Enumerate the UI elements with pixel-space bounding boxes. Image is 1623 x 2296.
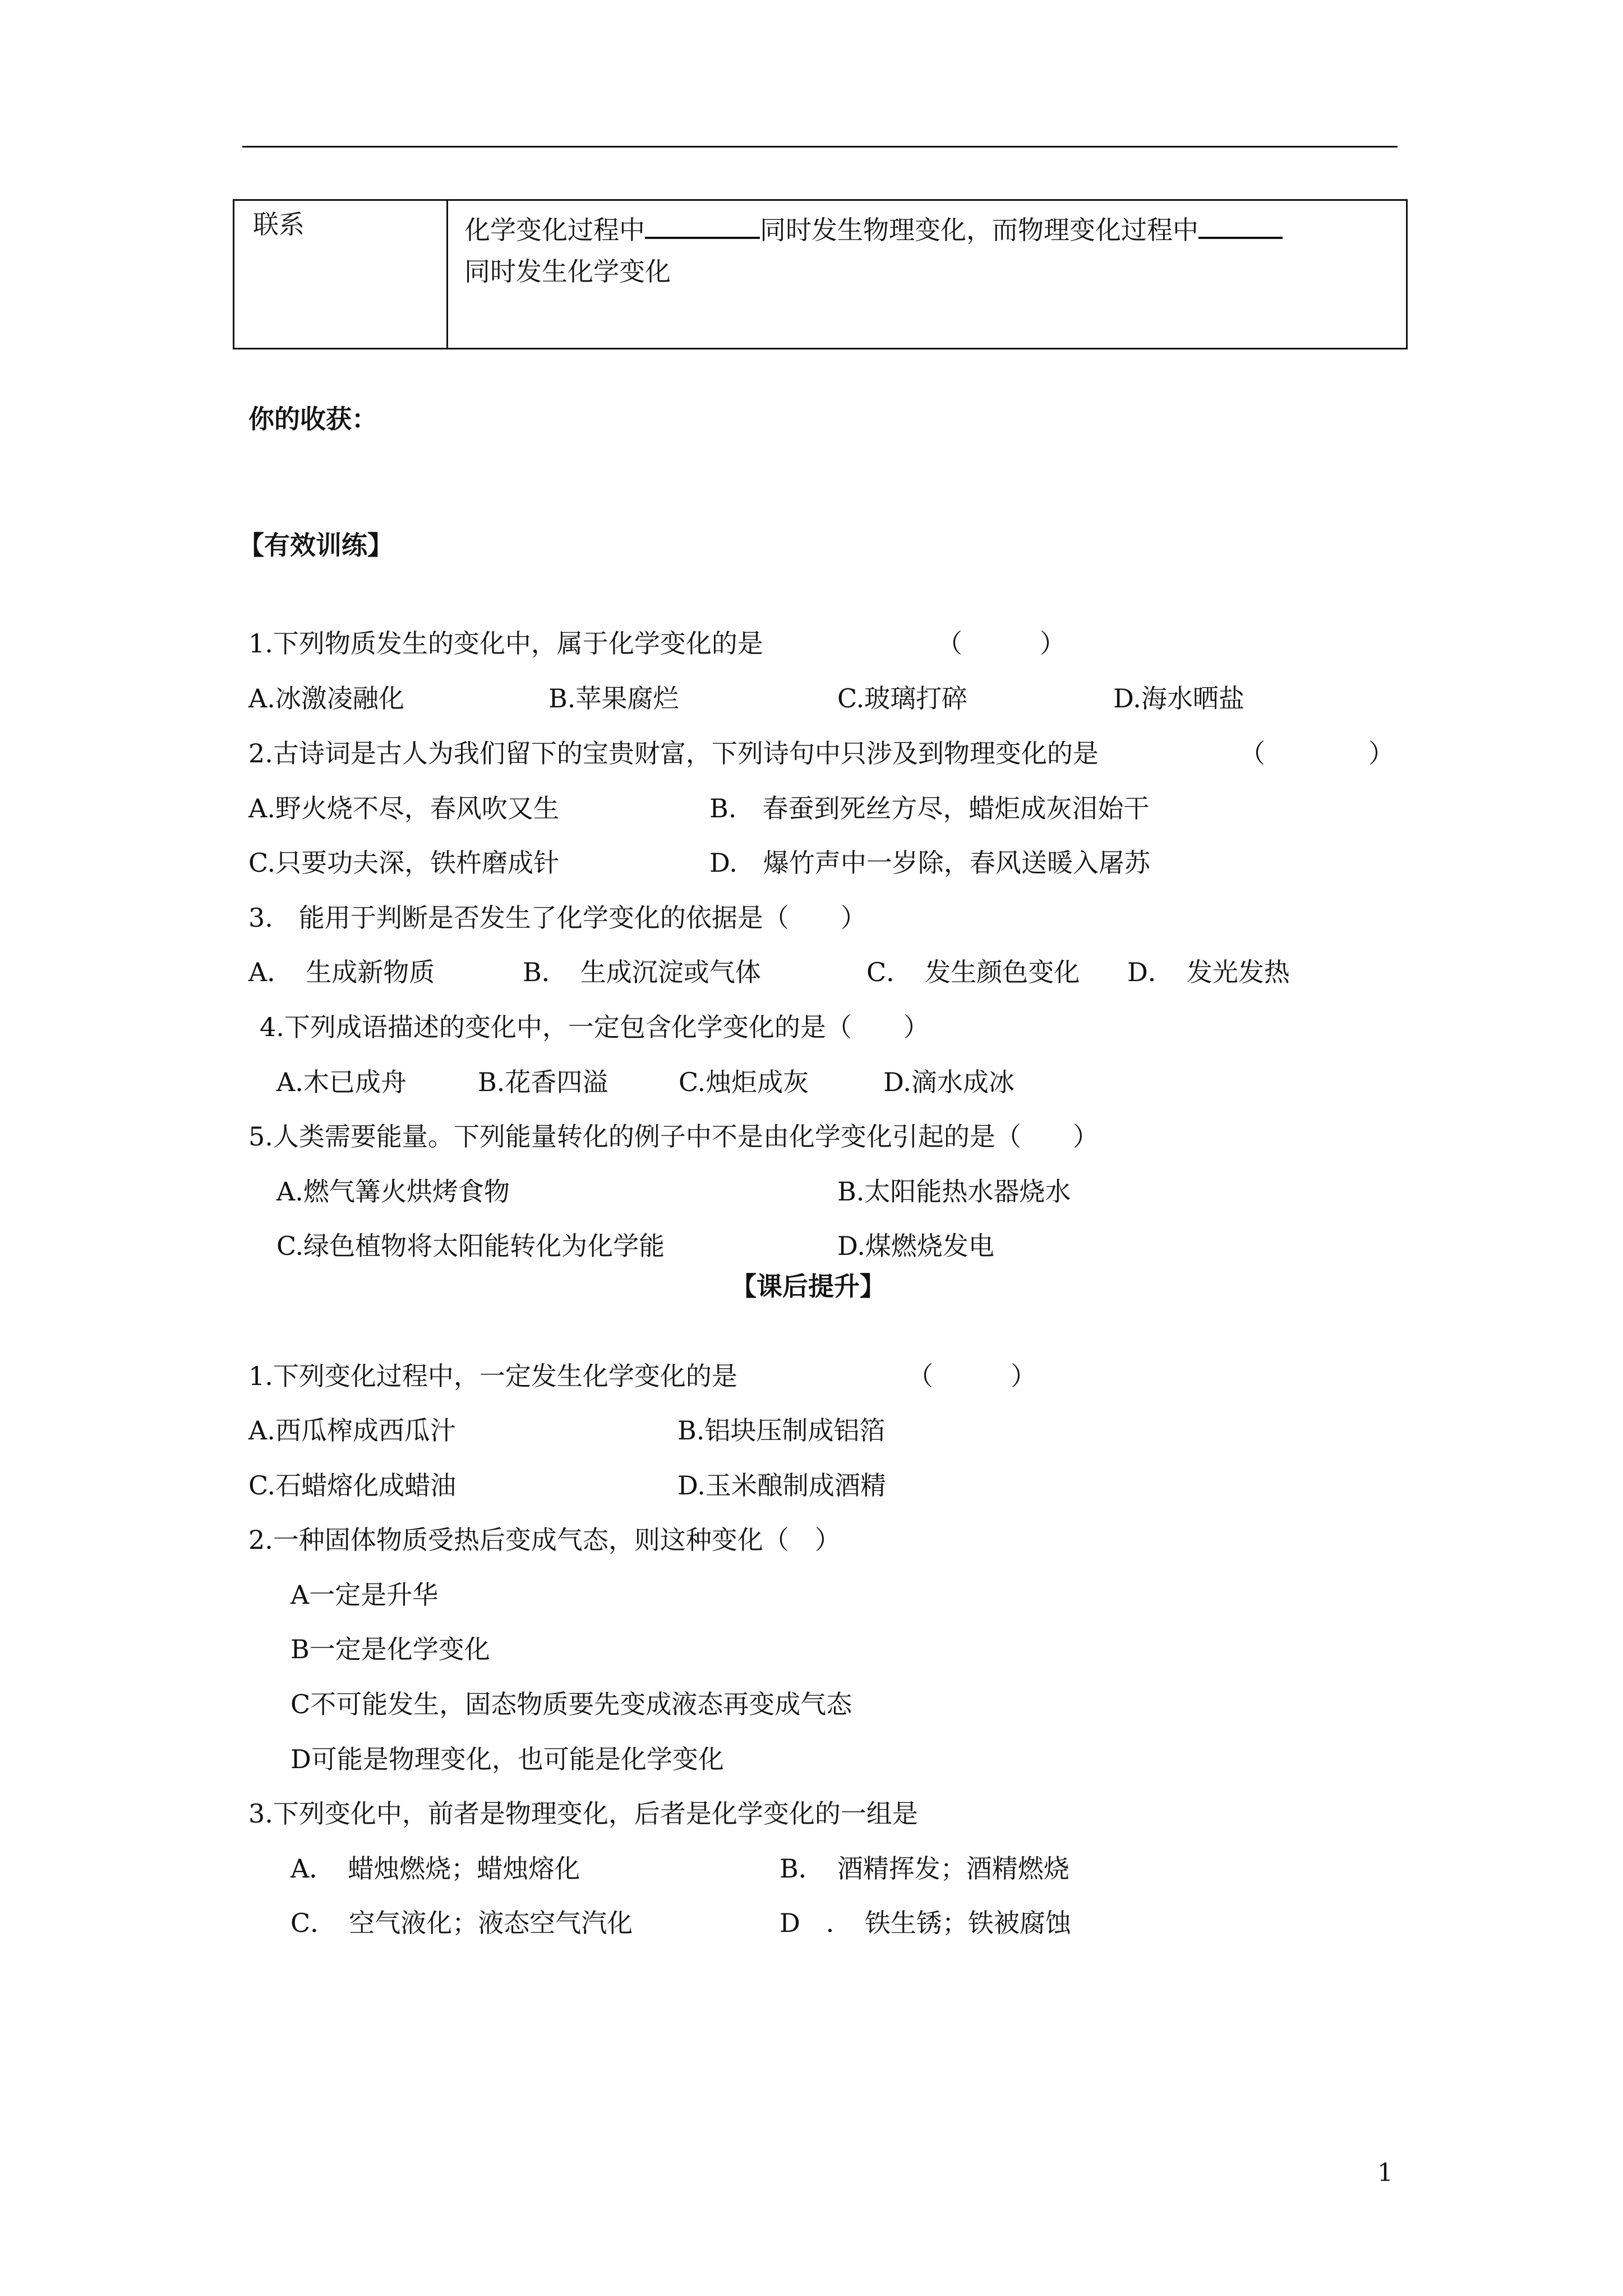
q4-option-a: A.木已成舟 — [276, 1067, 407, 1097]
p1-option-a: A.西瓜榨成西瓜汁 — [248, 1415, 456, 1446]
p3-option-d: D ． 铁生锈；铁被腐蚀 — [780, 1908, 1071, 1938]
q5-option-d: D.煤燃烧发电 — [837, 1231, 994, 1261]
q5-option-b: B.太阳能热水器烧水 — [837, 1176, 1071, 1207]
page-number: 1 — [1377, 2159, 1393, 2187]
q3-stem: 3. 能用于判断是否发生了化学变化的依据是（ ） — [248, 903, 866, 933]
q2-stem: 2.古诗词是古人为我们留下的宝贵财富，下列诗句中只涉及到物理变化的是 — [248, 738, 1099, 769]
p2-option-b: B一定是化学变化 — [291, 1634, 490, 1664]
q1-option-c: C.玻璃打碎 — [837, 683, 968, 714]
table-text-part3: 同时发生化学变化 — [464, 256, 671, 287]
q1-option-d: D.海水晒盐 — [1113, 683, 1244, 714]
p2-option-d: D可能是物理变化，也可能是化学变化 — [291, 1744, 724, 1774]
p1-answer-paren: （ ） — [907, 1361, 1036, 1391]
p2-option-a: A一定是升华 — [291, 1580, 439, 1610]
p1-option-b: B.铝块压制成铝箔 — [677, 1415, 886, 1446]
table-content-cell — [464, 208, 1390, 292]
q4-option-d: D.滴水成冰 — [883, 1067, 1015, 1097]
p3-option-c: C． 空气液化；液态空气汽化 — [291, 1908, 633, 1938]
p1-stem: 1.下列变化过程中，一定发生化学变化的是 — [248, 1361, 737, 1391]
q2-option-a: A.野火烧不尽，春风吹又生 — [248, 793, 559, 823]
p1-option-d: D.玉米酿制成酒精 — [677, 1470, 886, 1501]
q5-stem: 5.人类需要能量。下列能量转化的例子中不是由化学变化引起的是（ ） — [248, 1121, 1099, 1152]
q1-option-a: A.冰激凌融化 — [248, 683, 404, 714]
section-title-after-class: 【课后提升】 — [731, 1271, 886, 1301]
gains-label: 你的收获： — [248, 404, 377, 434]
table-column-divider — [446, 201, 448, 348]
table-label-cell: 联系 — [253, 209, 305, 240]
q3-option-d: D． 发光发热 — [1127, 957, 1290, 987]
table-text-part2: 同时发生物理变化，而物理变化过程中 — [760, 215, 1198, 245]
table-text-part1: 化学变化过程中 — [464, 215, 645, 245]
q4-option-b: B.花香四溢 — [478, 1067, 608, 1097]
q2-option-c: C.只要功夫深，铁杵磨成针 — [248, 848, 560, 878]
q3-option-c: C． 发生颜色变化 — [866, 957, 1080, 987]
fill-blank-2 — [1198, 208, 1283, 239]
q5-option-a: A.燃气篝火烘烤食物 — [276, 1176, 510, 1207]
q5-option-c: C.绿色植物将太阳能转化为化学能 — [276, 1231, 665, 1261]
p3-option-b: B． 酒精挥发；酒精燃烧 — [780, 1853, 1069, 1884]
q2-option-d: D. 爆竹声中一岁除，春风送暖入屠苏 — [709, 848, 1150, 878]
q4-stem: 4.下列成语描述的变化中，一定包含化学变化的是（ ） — [260, 1012, 929, 1042]
q3-option-a: A． 生成新物质 — [248, 957, 435, 987]
q2-option-b: B. 春蚕到死丝方尽，蜡炬成灰泪始干 — [709, 793, 1150, 823]
p2-stem: 2.一种固体物质受热后变成气态，则这种变化（ ） — [248, 1525, 841, 1555]
fill-blank-1 — [645, 208, 760, 239]
header-rule — [242, 146, 1398, 148]
relation-table — [233, 199, 1408, 349]
q3-option-b: B． 生成沉淀或气体 — [523, 957, 761, 987]
p3-stem: 3.下列变化中，前者是物理变化，后者是化学变化的一组是 — [248, 1798, 918, 1829]
q4-option-c: C.烛炬成灰 — [679, 1067, 809, 1097]
q1-stem: 1.下列物质发生的变化中，属于化学变化的是 — [248, 628, 763, 659]
q2-answer-paren: （ ） — [1239, 738, 1394, 769]
section-title-effective-training: 【有效训练】 — [238, 530, 393, 560]
q1-option-b: B.苹果腐烂 — [548, 683, 679, 714]
p2-option-c: C不可能发生，固态物质要先变成液态再变成气态 — [291, 1689, 852, 1719]
p3-option-a: A． 蜡烛燃烧；蜡烛熔化 — [291, 1853, 580, 1884]
p1-option-c: C.石蜡熔化成蜡油 — [248, 1470, 457, 1501]
q1-answer-paren: （ ） — [937, 628, 1066, 659]
